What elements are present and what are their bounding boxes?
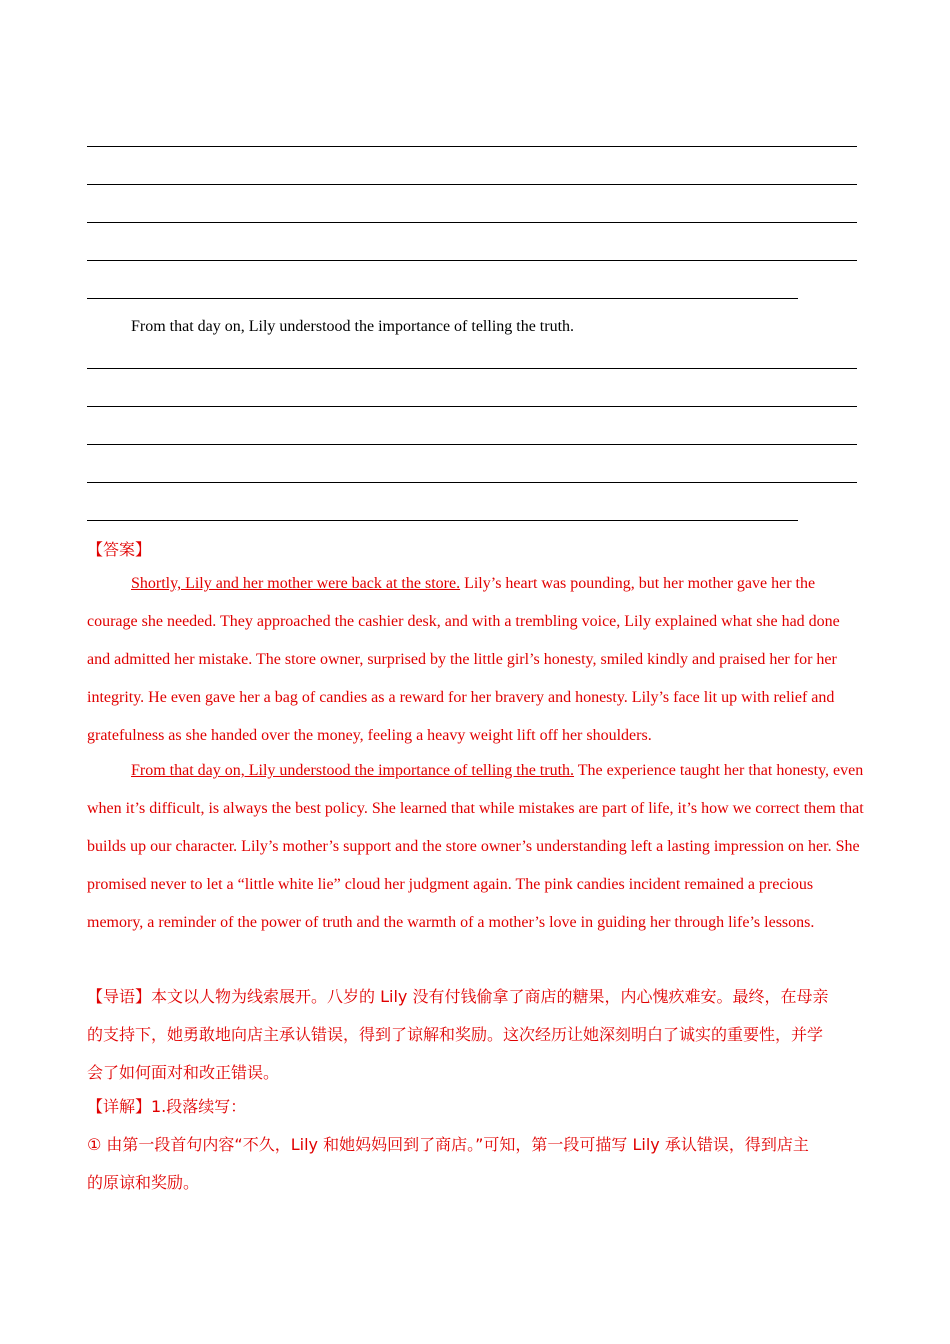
writing-line [87,482,857,483]
writing-line [87,222,857,223]
paragraph-2-body: The experience taught her that honesty, even when it’s difficult, is always the best policy. She learned that while mistakes are part of life, it’s how we correct them that builds up our character. Lily’s mother’s support and the store owner’s understanding left a lasting impression on her. She promised never to let a “little white lie” cloud her judgment again. The pink candies incident remained a precious memory, a reminder of the power of truth and the warmth of a mother’s love in guiding her through life’s lessons. [87,762,864,931]
paragraph-2-opening: From that day on, Lily understood the importance of telling the truth. [131,762,575,779]
writing-line [87,368,857,369]
writing-line [87,520,798,521]
paragraph-1-opening: Shortly, Lily and her mother were back at the store. [131,575,461,592]
writing-line [87,444,857,445]
writing-line [87,146,857,147]
detail-section [87,1088,862,1202]
writing-line [87,298,798,299]
guide-section [87,978,862,1092]
detail-line: 的原谅和奖励。 [87,1173,200,1192]
writing-line [87,184,857,185]
guide-line: 【导语】本文以人物为线索展开。八岁的 Lily 没有付钱偷拿了商店的糖果，内心愧疚难安。最终，在母亲 [87,987,829,1006]
answer-paragraph-2 [87,752,865,942]
writing-line [87,260,857,261]
guide-line: 会了如何面对和改正错误。 [87,1063,280,1082]
paragraph-prompt: From that day on, Lily understood the importance of telling the truth. [131,318,575,335]
answer-label: 【答案】 [87,542,152,559]
detail-line: ① 由第一段首句内容“不久，Lily 和她妈妈回到了商店。”可知，第一段可描写 Lily 承认错误，得到店主 [87,1135,809,1154]
writing-line [87,406,857,407]
detail-heading: 【详解】1.段落续写： [87,1097,247,1116]
answer-paragraph-1 [87,565,865,755]
guide-line: 的支持下，她勇敢地向店主承认错误，得到了谅解和奖励。这次经历让她深刻明白了诚实的重要性，并学 [87,1025,824,1044]
paragraph-1-body: Lily’s heart was pounding, but her mother gave her the courage she needed. They approached the cashier desk, and with a trembling voice, Lily explained what she had done and admitted her mistake. The store owner, surprised by the little girl’s honesty, smiled kindly and praised her for her integrity. He even gave her a bag of candies as a reward for her bravery and honesty. Lily’s face lit up with relief and gratefulness as she handed over the money, feeling a heavy weight lift off her shoulders. [87,575,840,744]
